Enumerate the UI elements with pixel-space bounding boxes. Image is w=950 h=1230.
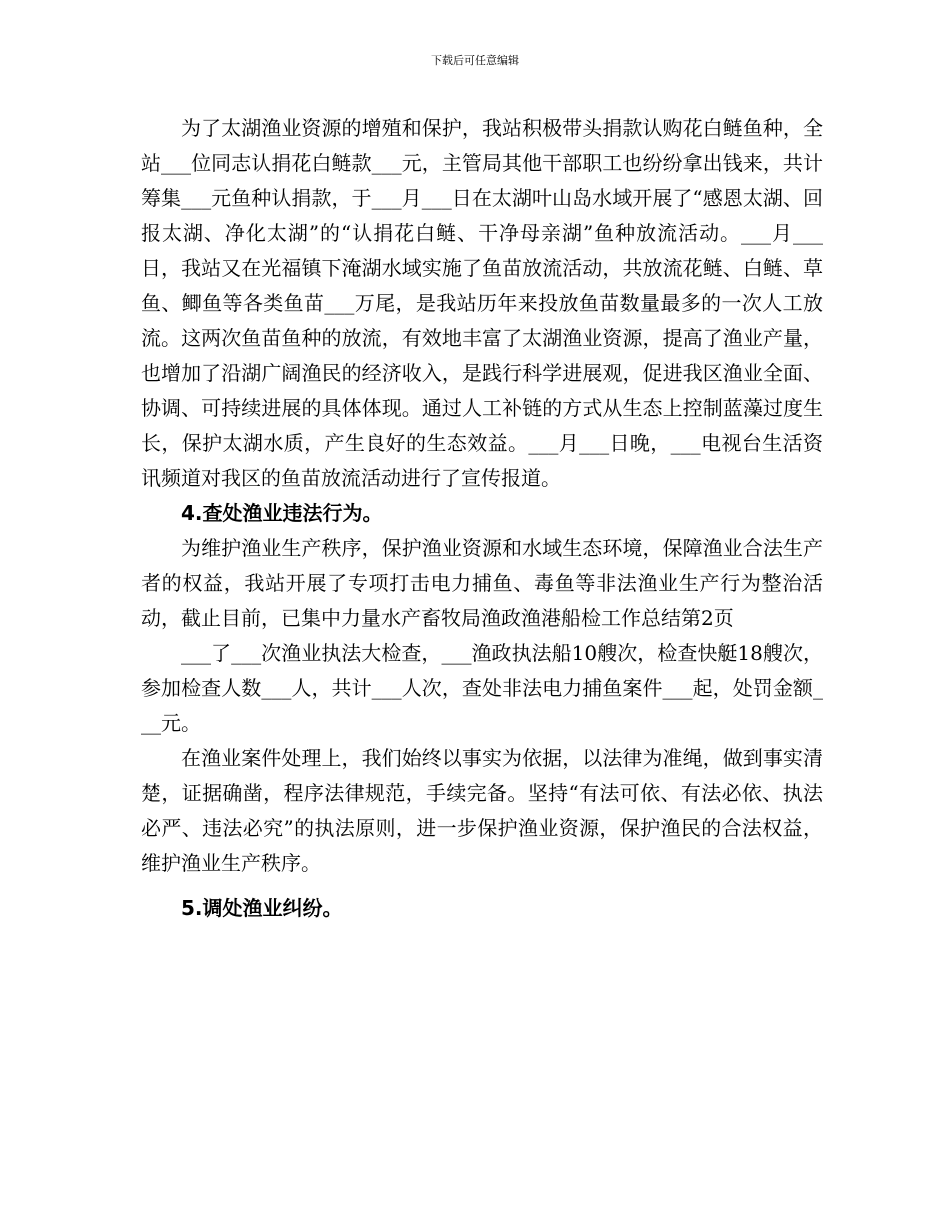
page-header-note: 下载后可任意编辑 xyxy=(431,54,519,67)
section-heading-4: 4.查处渔业违法行为。 xyxy=(181,501,383,525)
paragraph-enforcement-intro: 为维护渔业生产秩序，保护渔业资源和水域生态环境，保障渔业合法生产者的权益，我站开展了专项打击电力捕鱼、毒鱼等非法渔业生产行为整治活动，截止目前，已集中力量水产畜牧局渔政渔港船检工作总结第2页 xyxy=(141,536,823,630)
document-body xyxy=(141,111,823,926)
section-heading-5: 5.调处渔业纠纷。 xyxy=(181,896,343,920)
paragraph-fish-stocking: 为了太湖渔业资源的增殖和保护，我站积极带头捐款认购花白鲢鱼种，全站___位同志认捐花白鲢款___元，主管局其他干部职工也纷纷拿出钱来，共计筹集___元鱼种认捐款，于___月___日在太湖叶山岛水域开展了“感恩太湖、回报太湖、净化太湖”的“认捐花白鲢、干净母亲湖”鱼种放流活动。___月___日，我站又在光福镇下淹湖水域实施了鱼苗放流活动，共放流花鲢、白鲢、草鱼、鲫鱼等各类鱼苗___万尾，是我站历年来投放鱼苗数量最多的一次人工放流。这两次鱼苗鱼种的放流，有效地丰富了太湖渔业资源，提高了渔业产量，也增加了沿湖广阔渔民的经济收入，是践行科学进展观，促进我区渔业全面、协调、可持续进展的具体体现。通过人工补链的方式从生态上控制蓝藻过度生长，保护太湖水质，产生良好的生态效益。___月___日晚，___电视台生活资讯频道对我区的鱼苗放流活动进行了宣传报道。 xyxy=(141,116,823,490)
paragraph-case-handling: 在渔业案件处理上，我们始终以事实为依据，以法律为准绳，做到事实清楚，证据确凿，程序法律规范，手续完备。坚持“有法可依、有法必依、执法必严、违法必究”的执法原则，进一步保护渔业资源，保护渔民的合法权益，维护渔业生产秩序。 xyxy=(141,746,823,875)
paragraph-inspection-stats: ___了___次渔业执法大检查，___渔政执法船10艘次，检查快艇18艘次，参加检查人数___人，共计___人次，查处非法电力捕鱼案件___起，处罚金额___元。 xyxy=(141,641,823,735)
